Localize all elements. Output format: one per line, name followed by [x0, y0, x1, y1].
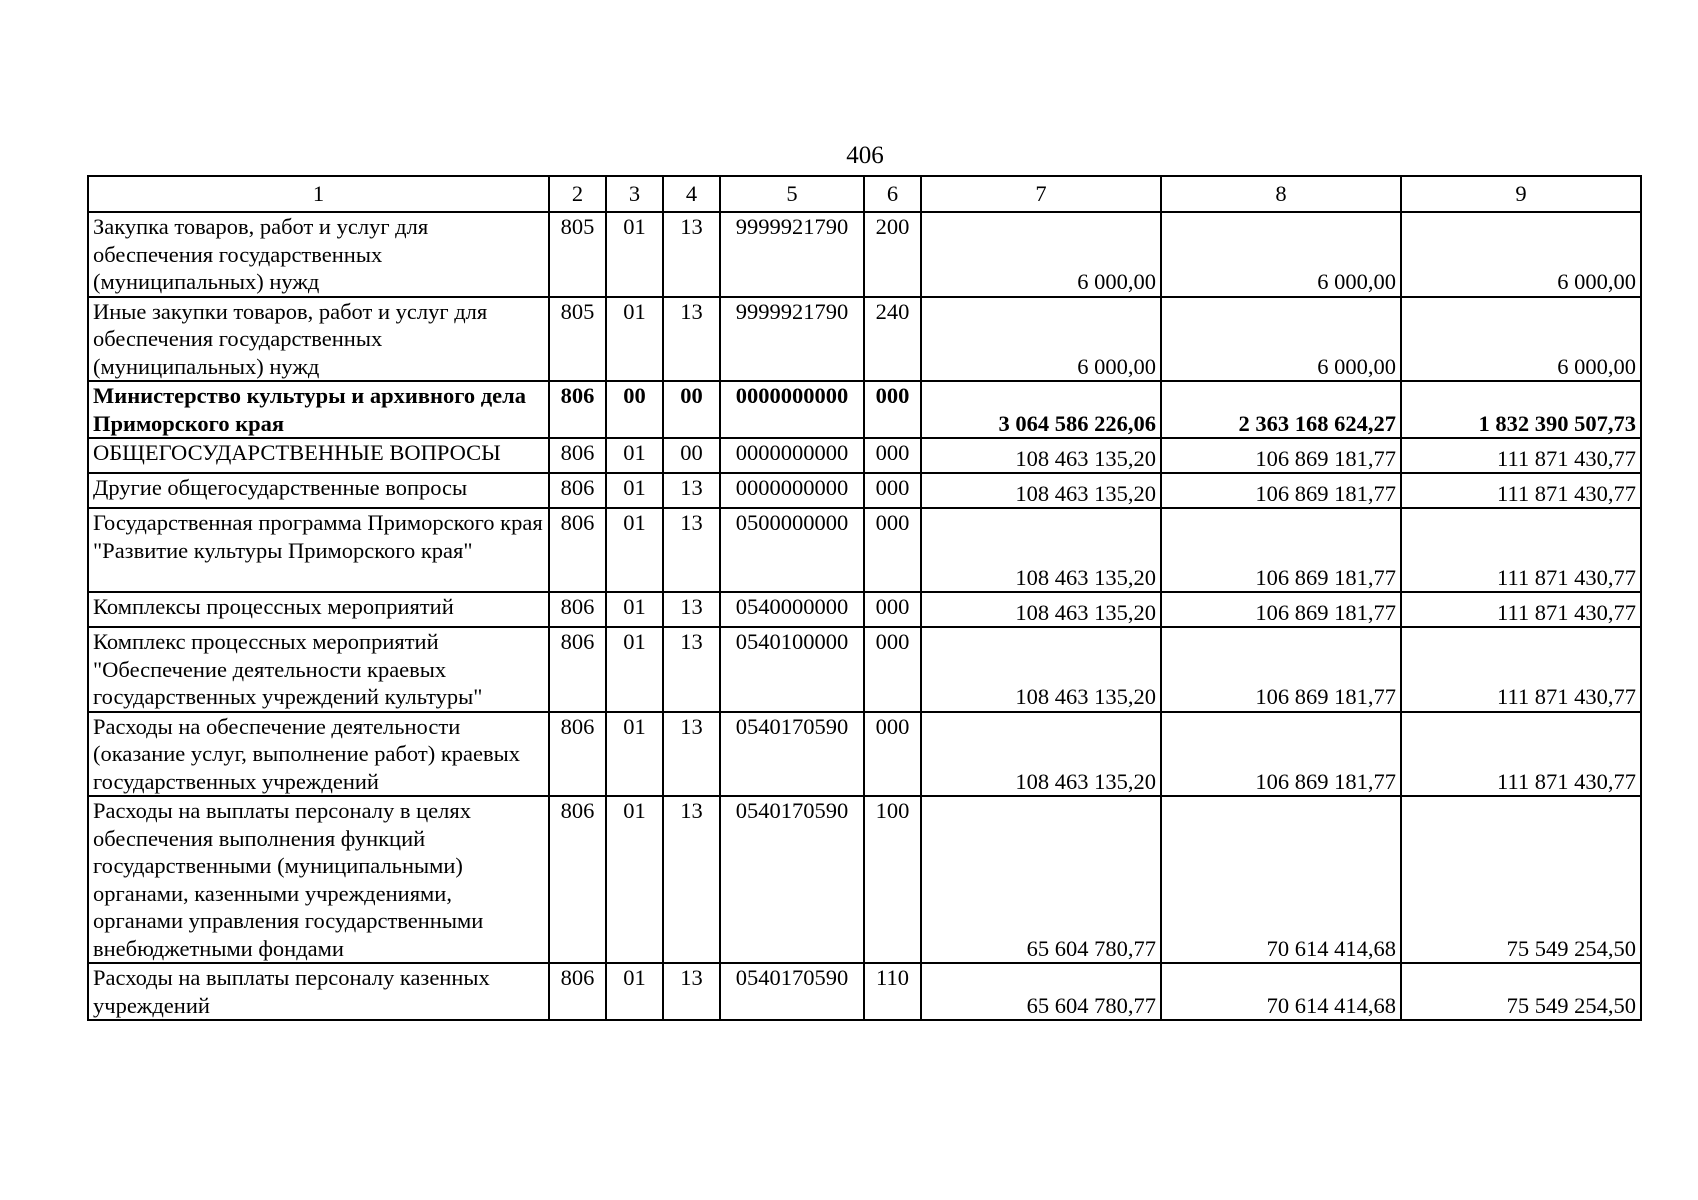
target-item-code: 0540100000 [720, 627, 864, 712]
amount-col9: 111 871 430,77 [1401, 438, 1641, 473]
expense-type-code: 000 [864, 627, 921, 712]
expense-type-code: 000 [864, 381, 921, 438]
amount-col7: 108 463 135,20 [921, 592, 1161, 627]
amount-col7: 108 463 135,20 [921, 508, 1161, 592]
expense-type-code: 000 [864, 473, 921, 508]
column-header: 4 [663, 176, 720, 212]
expense-type-code: 000 [864, 592, 921, 627]
column-header: 3 [606, 176, 663, 212]
subsection-code: 00 [663, 381, 720, 438]
amount-col9: 6 000,00 [1401, 297, 1641, 382]
subsection-code: 13 [663, 796, 720, 963]
ministry-code: 806 [549, 381, 606, 438]
amount-col9: 1 832 390 507,73 [1401, 381, 1641, 438]
table-row [88, 592, 1641, 627]
section-code: 01 [606, 796, 663, 963]
ministry-code: 806 [549, 473, 606, 508]
section-code: 01 [606, 592, 663, 627]
row-name: Комплекс процессных мероприятий "Обеспечение деятельности краевых государственных учреждений культуры" [88, 627, 549, 712]
ministry-code: 806 [549, 592, 606, 627]
budget-table [87, 175, 1642, 1021]
amount-col8: 70 614 414,68 [1161, 963, 1401, 1020]
amount-col8: 6 000,00 [1161, 297, 1401, 382]
ministry-code: 806 [549, 963, 606, 1020]
amount-col8: 106 869 181,77 [1161, 508, 1401, 592]
amount-col7: 108 463 135,20 [921, 627, 1161, 712]
target-item-code: 0500000000 [720, 508, 864, 592]
row-name: Иные закупки товаров, работ и услуг для обеспечения государственных (муниципальных) нужд [88, 297, 549, 382]
table-row [88, 712, 1641, 797]
table-row [88, 627, 1641, 712]
target-item-code: 0000000000 [720, 473, 864, 508]
section-code: 01 [606, 712, 663, 797]
subsection-code: 13 [663, 212, 720, 297]
expense-type-code: 100 [864, 796, 921, 963]
column-number-header-row [88, 176, 1641, 212]
amount-col9: 111 871 430,77 [1401, 508, 1641, 592]
row-name: Расходы на обеспечение деятельности (оказание услуг, выполнение работ) краевых государственных учреждений [88, 712, 549, 797]
amount-col9: 75 549 254,50 [1401, 796, 1641, 963]
target-item-code: 0540000000 [720, 592, 864, 627]
amount-col7: 6 000,00 [921, 212, 1161, 297]
target-item-code: 9999921790 [720, 212, 864, 297]
amount-col7: 108 463 135,20 [921, 473, 1161, 508]
amount-col7: 3 064 586 226,06 [921, 381, 1161, 438]
table-row [88, 212, 1641, 297]
expense-type-code: 000 [864, 508, 921, 592]
column-header: 9 [1401, 176, 1641, 212]
amount-col9: 111 871 430,77 [1401, 627, 1641, 712]
section-code: 00 [606, 381, 663, 438]
amount-col7: 6 000,00 [921, 297, 1161, 382]
target-item-code: 0540170590 [720, 796, 864, 963]
target-item-code: 0540170590 [720, 712, 864, 797]
expense-type-code: 110 [864, 963, 921, 1020]
amount-col7: 108 463 135,20 [921, 712, 1161, 797]
table-row [88, 297, 1641, 382]
amount-col7: 65 604 780,77 [921, 796, 1161, 963]
amount-col9: 111 871 430,77 [1401, 712, 1641, 797]
row-name: Другие общегосударственные вопросы [88, 473, 549, 508]
amount-col8: 106 869 181,77 [1161, 627, 1401, 712]
section-code: 01 [606, 508, 663, 592]
section-code: 01 [606, 963, 663, 1020]
target-item-code: 9999921790 [720, 297, 864, 382]
amount-col8: 106 869 181,77 [1161, 438, 1401, 473]
amount-col8: 2 363 168 624,27 [1161, 381, 1401, 438]
ministry-code: 805 [549, 297, 606, 382]
amount-col7: 65 604 780,77 [921, 963, 1161, 1020]
target-item-code: 0540170590 [720, 963, 864, 1020]
subsection-code: 13 [663, 473, 720, 508]
column-header: 8 [1161, 176, 1401, 212]
subsection-code: 13 [663, 297, 720, 382]
amount-col8: 106 869 181,77 [1161, 592, 1401, 627]
amount-col8: 106 869 181,77 [1161, 473, 1401, 508]
table-row [88, 508, 1641, 592]
subsection-code: 13 [663, 963, 720, 1020]
table-row [88, 438, 1641, 473]
ministry-code: 806 [549, 438, 606, 473]
ministry-code: 805 [549, 212, 606, 297]
subsection-code: 13 [663, 712, 720, 797]
ministry-code: 806 [549, 508, 606, 592]
ministry-code: 806 [549, 712, 606, 797]
column-header: 7 [921, 176, 1161, 212]
amount-col8: 70 614 414,68 [1161, 796, 1401, 963]
subsection-code: 13 [663, 508, 720, 592]
row-name: ОБЩЕГОСУДАРСТВЕННЫЕ ВОПРОСЫ [88, 438, 549, 473]
amount-col9: 75 549 254,50 [1401, 963, 1641, 1020]
column-header: 6 [864, 176, 921, 212]
amount-col8: 6 000,00 [1161, 212, 1401, 297]
ministry-code: 806 [549, 796, 606, 963]
column-header: 1 [88, 176, 549, 212]
subsection-code: 13 [663, 592, 720, 627]
amount-col9: 111 871 430,77 [1401, 473, 1641, 508]
target-item-code: 0000000000 [720, 381, 864, 438]
table-row [88, 963, 1641, 1020]
row-name: Министерство культуры и архивного дела Приморского края [88, 381, 549, 438]
row-name: Закупка товаров, работ и услуг для обеспечения государственных (муниципальных) нужд [88, 212, 549, 297]
ministry-code: 806 [549, 627, 606, 712]
target-item-code: 0000000000 [720, 438, 864, 473]
amount-col7: 108 463 135,20 [921, 438, 1161, 473]
table-row [88, 796, 1641, 963]
row-name: Комплексы процессных мероприятий [88, 592, 549, 627]
expense-type-code: 240 [864, 297, 921, 382]
amount-col9: 111 871 430,77 [1401, 592, 1641, 627]
expense-type-code: 200 [864, 212, 921, 297]
row-name: Расходы на выплаты персоналу казенных учреждений [88, 963, 549, 1020]
amount-col9: 6 000,00 [1401, 212, 1641, 297]
column-header: 2 [549, 176, 606, 212]
subsection-code: 00 [663, 438, 720, 473]
table-row [88, 473, 1641, 508]
section-code: 01 [606, 473, 663, 508]
section-code: 01 [606, 627, 663, 712]
section-code: 01 [606, 438, 663, 473]
column-header: 5 [720, 176, 864, 212]
table-row-ministry-total [88, 381, 1641, 438]
page-number: 406 [846, 142, 884, 169]
section-code: 01 [606, 297, 663, 382]
subsection-code: 13 [663, 627, 720, 712]
expense-type-code: 000 [864, 438, 921, 473]
row-name: Государственная программа Приморского края "Развитие культуры Приморского края" [88, 508, 549, 592]
amount-col8: 106 869 181,77 [1161, 712, 1401, 797]
expense-type-code: 000 [864, 712, 921, 797]
section-code: 01 [606, 212, 663, 297]
row-name: Расходы на выплаты персоналу в целях обеспечения выполнения функций государственными (муниципальными) органами, казенными учреждениями, органами управления государственными внебюджетными фондами [88, 796, 549, 963]
